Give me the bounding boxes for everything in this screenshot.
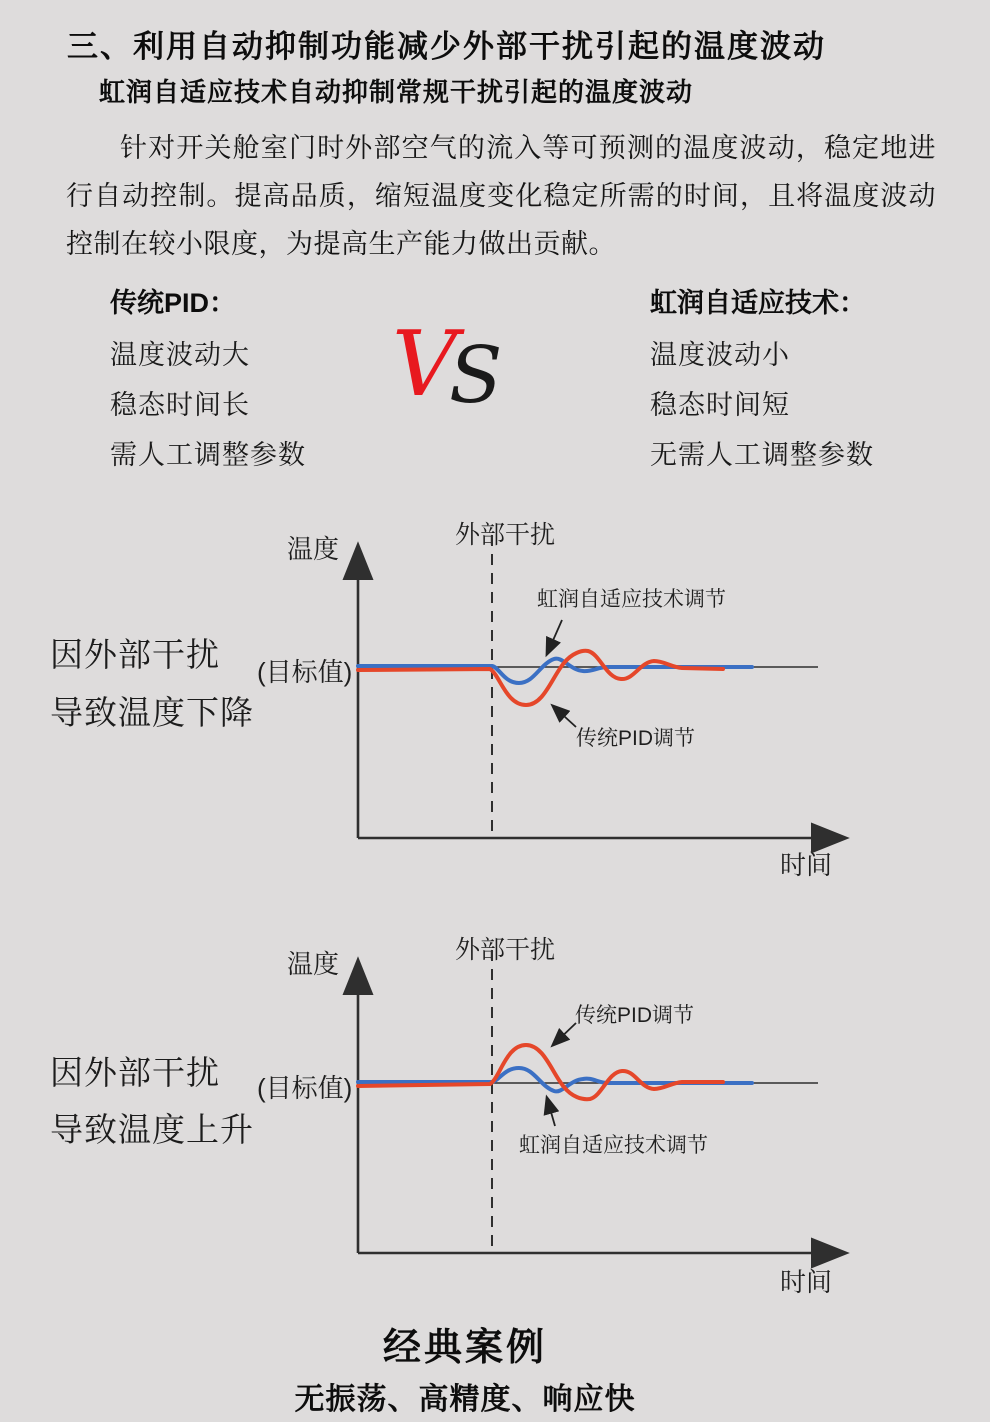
chart2-disturbance-label: 外部干扰 xyxy=(455,936,556,964)
chart2-target-label: (目标值) xyxy=(257,1073,353,1103)
vs-letter-v: V xyxy=(392,312,457,417)
comparison-left-heading: 传统PID： xyxy=(110,288,237,318)
chart2-plot xyxy=(340,930,870,1295)
chart2-caption-line1: 因外部干扰 xyxy=(50,1054,220,1091)
chart2-y-axis-label: 温度 xyxy=(287,949,340,979)
chart1-target-label: (目标值) xyxy=(257,657,353,687)
chart1-disturbance-label: 外部干扰 xyxy=(455,521,556,549)
chart1-adaptive-annotation-arrow xyxy=(547,620,562,654)
chart2-x-axis-label: 时间 xyxy=(780,1267,833,1297)
chart1-caption-line1: 因外部干扰 xyxy=(50,636,220,673)
intro-paragraph: 针对开关舱室门时外部空气的流入等可预测的温度波动，稳定地进行自动控制。提高品质，缩短温度变化稳定所需的时间，且将温度波动控制在较小限度，为提高生产能力做出贡献。 xyxy=(66,133,936,259)
chart1-pid-series-label: 传统PID调节 xyxy=(576,727,696,750)
chart1-adaptive-series-label: 虹润自适应技术调节 xyxy=(537,588,726,611)
chart1-x-axis-label: 时间 xyxy=(780,850,833,880)
chart2-adaptive-annotation-arrow xyxy=(547,1098,555,1126)
chart1-y-axis-label: 温度 xyxy=(287,534,340,564)
comparison-left-item: 稳态时间长 xyxy=(110,390,250,420)
chart2-pid-curve xyxy=(358,1045,723,1099)
chart1-pid-curve xyxy=(358,651,723,705)
vs-mark xyxy=(392,312,503,421)
chart1-pid-annotation-arrow xyxy=(553,706,576,727)
chart2-pid-series-label: 传统PID调节 xyxy=(575,1004,695,1027)
vs-letter-s: S xyxy=(449,331,503,421)
comparison-right-heading: 虹润自适应技术： xyxy=(650,288,866,318)
comparison-right-item: 温度波动小 xyxy=(650,340,790,370)
chart1-caption-line2: 导致温度下降 xyxy=(50,694,254,731)
comparison-left-item: 温度波动大 xyxy=(110,340,250,370)
page-title: 三、利用自动抑制功能减少外部干扰引起的温度波动 xyxy=(67,29,826,64)
chart1-plot xyxy=(340,515,870,880)
comparison-right-item: 无需人工调整参数 xyxy=(650,440,874,470)
comparison-right-item: 稳态时间短 xyxy=(650,390,790,420)
chart2-adaptive-series-label: 虹润自适应技术调节 xyxy=(519,1134,708,1157)
chart2-caption-line2: 导致温度上升 xyxy=(50,1111,254,1148)
footer-tagline: 无振荡、高精度、响应快 xyxy=(294,1383,636,1416)
page-subtitle: 虹润自适应技术自动抑制常规干扰引起的温度波动 xyxy=(99,77,694,107)
footer-title: 经典案例 xyxy=(382,1327,547,1369)
chart2-pid-annotation-arrow xyxy=(553,1023,576,1045)
comparison-left-item: 需人工调整参数 xyxy=(110,440,306,470)
